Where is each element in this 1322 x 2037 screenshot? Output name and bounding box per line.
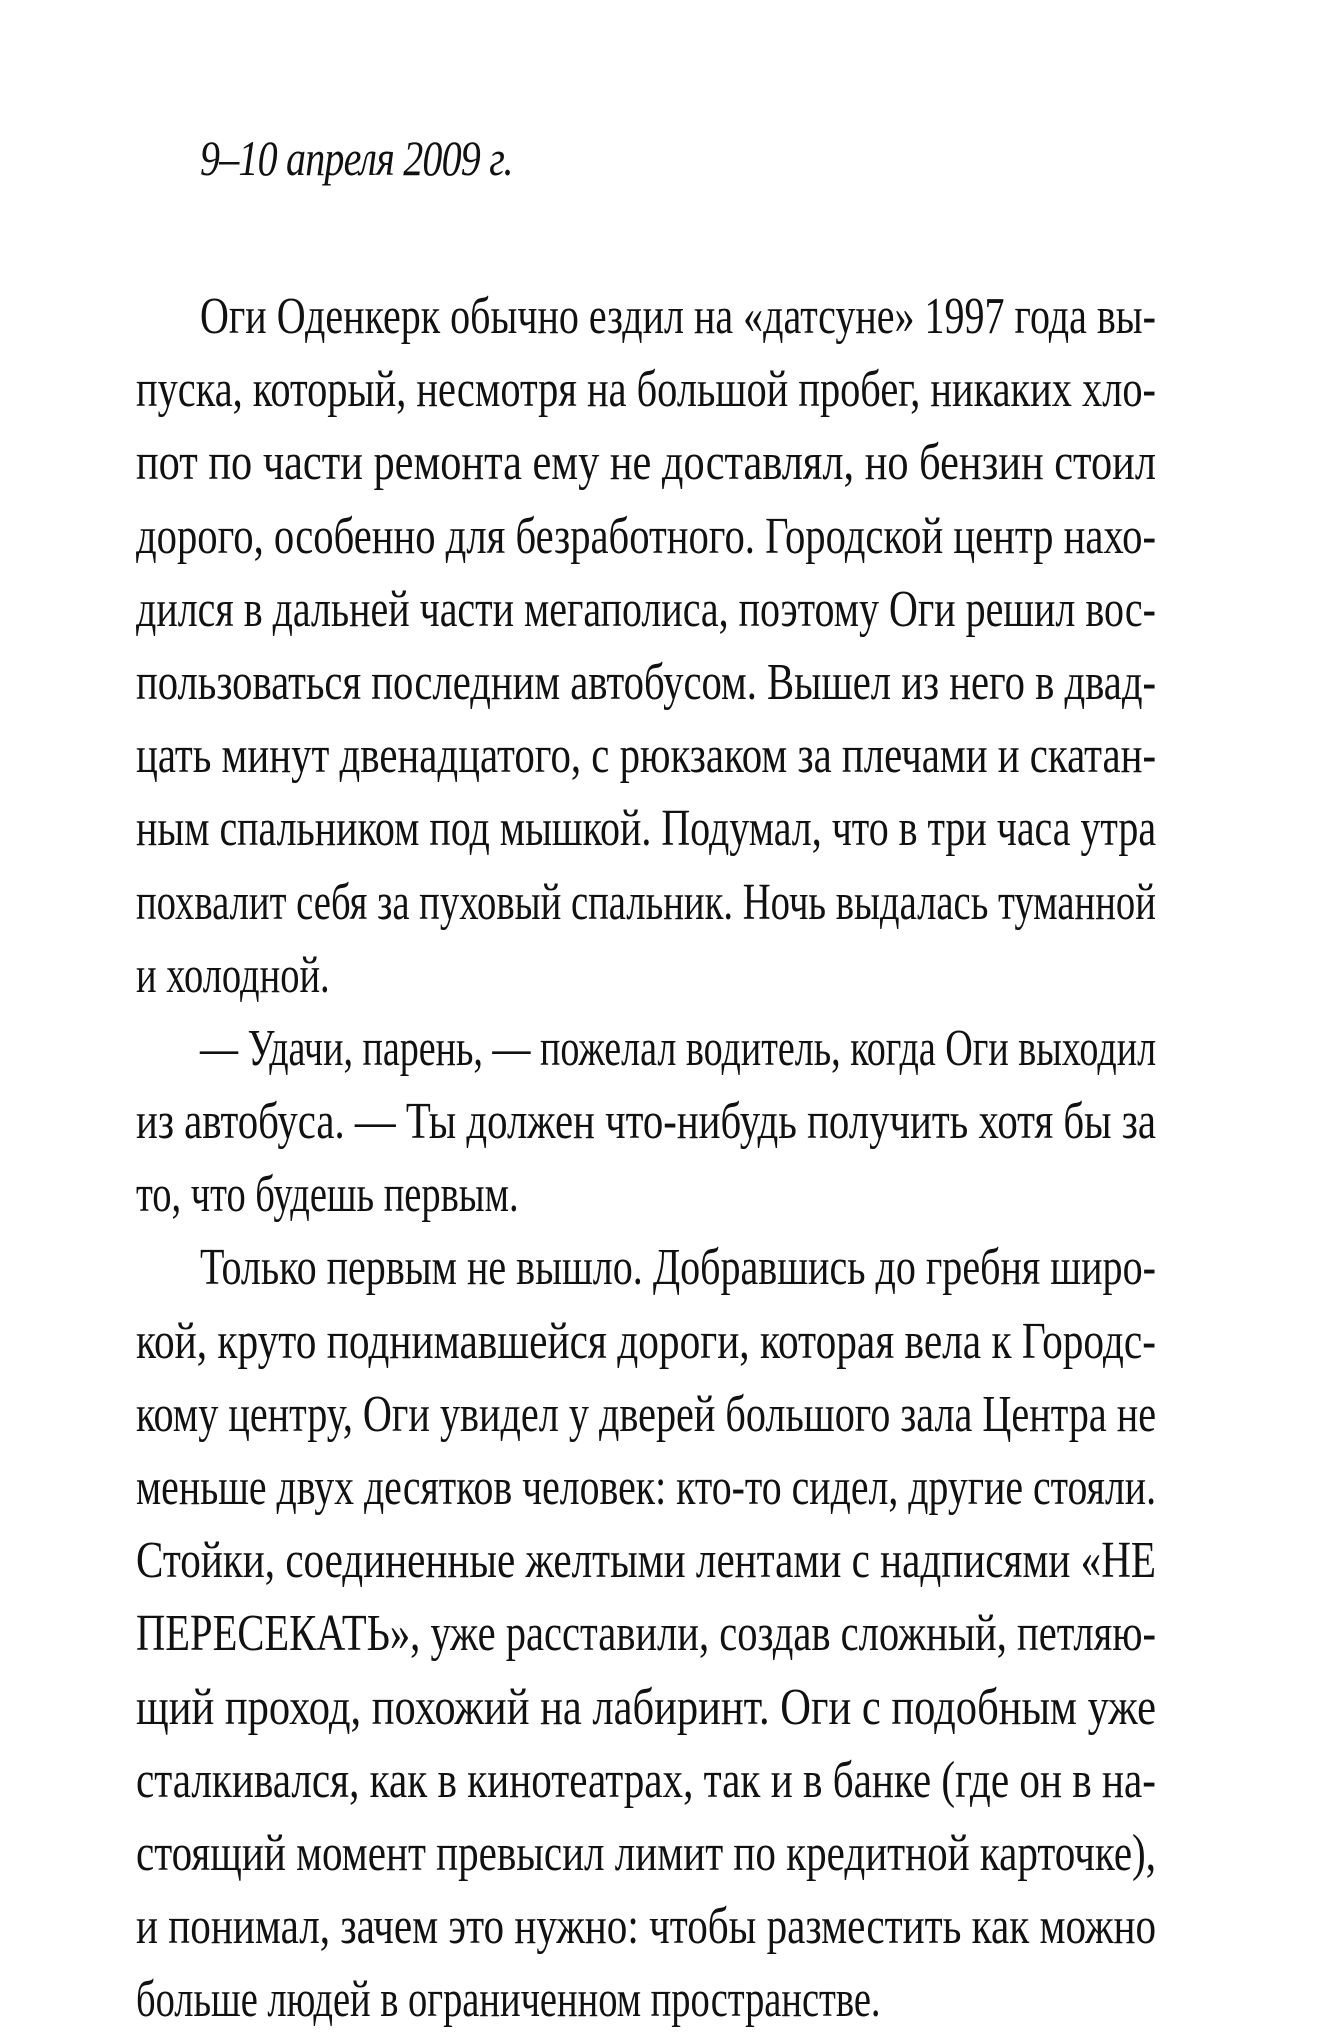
- text-line: [136, 573, 1156, 646]
- text-line: [136, 866, 1156, 939]
- text-line-content: дился в дальней части мегаполиса, поэтому Оги решил вос-: [136, 580, 1156, 638]
- text-line: [136, 1744, 1156, 1817]
- text-line: [136, 500, 1156, 573]
- text-line-content: и холодной.: [136, 946, 330, 1004]
- text-line-content: цать минут двенадцатого, с рюкзаком за плечами и скатан-: [136, 727, 1157, 785]
- text-line-content: ным спальником под мышкой. Подумал, что в три часа утра: [136, 800, 1157, 858]
- text-line: [136, 1378, 1156, 1451]
- text-line: [136, 1231, 1156, 1304]
- text-line: [136, 1671, 1156, 1744]
- text-line: [136, 1451, 1156, 1524]
- text-line-content: меньше двух десятков человек: кто-то сидел, другие стояли.: [136, 1459, 1157, 1516]
- text-line-content: дорого, особенно для безработного. Городской центр нахо-: [136, 507, 1156, 565]
- text-line: [136, 1158, 1156, 1231]
- text-line-content: пот по части ремонта ему не доставлял, но бензин стоил: [136, 434, 1156, 492]
- text-line: [136, 1085, 1156, 1158]
- text-line-content: Стойки, соединенные желтыми лентами с надписями «НЕ: [136, 1532, 1156, 1590]
- text-line: [136, 719, 1156, 792]
- text-line: [136, 939, 1156, 1012]
- text-line: [136, 1305, 1156, 1378]
- text-line: [136, 353, 1156, 426]
- text-line-content: щий проход, похожий на лабиринт. Оги с подобным уже: [136, 1678, 1156, 1736]
- text-line: [136, 646, 1156, 719]
- text-line: [136, 1890, 1156, 1963]
- text-line-content: похвалит себя за пуховый спальник. Ночь выдалась туманной: [136, 873, 1156, 931]
- text-line-content: и понимал, зачем это нужно: чтобы разместить как можно: [136, 1898, 1157, 1956]
- text-line: [136, 1597, 1156, 1670]
- text-line: [136, 792, 1156, 865]
- text-line-content: больше людей в ограниченном пространстве.: [136, 1971, 881, 2029]
- text-line: [136, 280, 1156, 353]
- text-line: [136, 1012, 1156, 1085]
- text-line-content: пуска, который, несмотря на большой пробег, никаких хло-: [136, 361, 1156, 419]
- text-line-content: Только первым не вышло. Добравшись до гребня широ-: [200, 1239, 1156, 1297]
- text-line-content: ПЕРЕСЕКАТЬ», уже расставили, создав сложный, петляю-: [136, 1605, 1157, 1663]
- text-line-content: из автобуса. — Ты должен что-нибудь получить хотя бы за: [136, 1093, 1157, 1151]
- text-line-content: кой, круто поднимавшейся дороги, которая вела к Городс-: [136, 1312, 1157, 1370]
- text-line-content: — Удачи, парень, — пожелал водитель, когда Оги выходил: [200, 1019, 1157, 1077]
- text-line: [136, 426, 1156, 499]
- text-line: [136, 1524, 1156, 1597]
- text-line-content: кому центру, Оги увидел у дверей большого зала Центра не: [136, 1385, 1157, 1443]
- chapter-date: 9–10 апреля 2009 г.: [200, 130, 513, 186]
- text-line: [136, 1817, 1156, 1890]
- body-text: [136, 280, 1156, 2037]
- text-line-content: то, что будешь первым.: [136, 1166, 519, 1224]
- text-line-content: пользоваться последним автобусом. Вышел из него в двад-: [136, 653, 1157, 711]
- text-line-content: стоящий момент превысил лимит по кредитной карточке),: [136, 1824, 1156, 1882]
- text-line-content: Оги Оденкерк обычно ездил на «датсуне» 1997 года вы-: [200, 288, 1156, 345]
- text-line-content: сталкивался, как в кинотеатрах, так и в банке (где он в на-: [136, 1751, 1156, 1809]
